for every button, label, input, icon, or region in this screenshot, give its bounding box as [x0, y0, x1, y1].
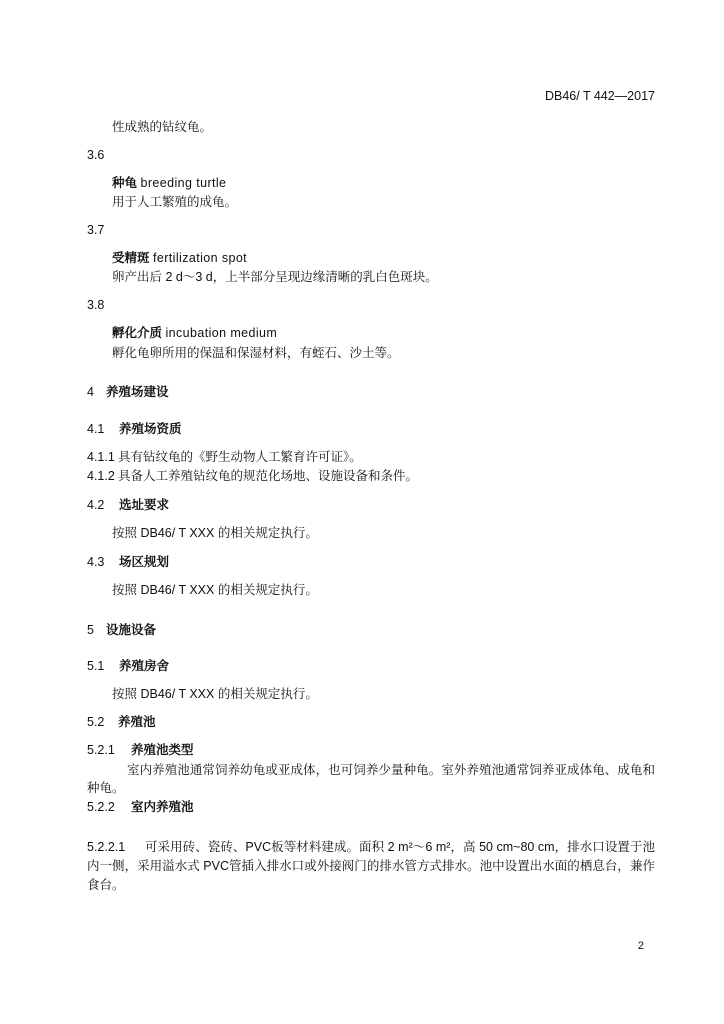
section-heading	[87, 553, 655, 571]
page-number: 2	[637, 940, 644, 952]
section-number: 4.1	[87, 422, 105, 436]
chapter-number: 5	[87, 623, 94, 637]
paragraph-line: 种龟。	[87, 781, 125, 795]
term-chinese: 孵化介质	[112, 326, 163, 340]
term-heading	[112, 324, 277, 342]
term-number: 3.7	[87, 223, 105, 237]
term-english: fertilization spot	[153, 251, 248, 265]
section-title: 场区规划	[119, 555, 170, 569]
section-text: 按照 DB46/ T XXX 的相关规定执行。	[112, 526, 318, 540]
chapter-heading	[87, 621, 655, 639]
paragraph-line: 室内养殖池通常饲养幼龟或亚成体，也可饲养少量种龟。室外养殖池通常饲养亚成体龟、成龟和	[127, 763, 655, 777]
section-title: 养殖房舍	[119, 659, 170, 673]
chapter-heading	[87, 383, 655, 401]
section-heading	[87, 496, 655, 514]
section-number: 5.2	[87, 715, 105, 729]
term-chinese: 受精斑	[112, 251, 150, 265]
chapter-title: 养殖场建设	[106, 385, 169, 399]
term-definition: 用于人工繁殖的成龟。	[112, 195, 238, 209]
chapter-number: 4	[87, 385, 94, 399]
term-english: incubation medium	[165, 326, 278, 340]
clause-text: 具有钻纹龟的《野生动物人工繁育许可证》。	[118, 450, 362, 464]
term-number: 3.6	[87, 148, 105, 162]
clause-item	[87, 448, 655, 466]
clause-item	[87, 467, 655, 485]
paragraph-line: 内一侧，采用溢水式 PVC管插入排水口或外接阀门的排水管方式排水。池中设置出水面的栖息台，兼作	[87, 859, 655, 873]
clause-number: 4.1.1	[87, 450, 115, 464]
section-title: 选址要求	[119, 498, 170, 512]
section-text: 按照 DB46/ T XXX 的相关规定执行。	[112, 687, 318, 701]
subsection-title: 养殖池类型	[131, 743, 194, 757]
section-heading	[87, 420, 655, 438]
paragraph-line: 食台。	[87, 878, 125, 892]
term-english: breeding turtle	[140, 176, 227, 190]
term-definition: 孵化龟卵所用的保温和保湿材料，有蛭石、沙土等。	[112, 346, 400, 360]
subsection-heading	[87, 741, 655, 759]
section-number: 5.1	[87, 659, 105, 673]
section-number: 4.3	[87, 555, 105, 569]
term-heading	[112, 174, 226, 192]
clause-text: 具备人工养殖钻纹龟的规范化场地、设施设备和条件。	[118, 469, 419, 483]
term-number: 3.8	[87, 298, 105, 312]
section-title: 养殖池	[118, 715, 156, 729]
section-text: 按照 DB46/ T XXX 的相关规定执行。	[112, 583, 318, 597]
definition-continuation: 性成熟的钻纹龟。	[112, 120, 213, 134]
clause-number: 4.1.2	[87, 469, 115, 483]
clause-number: 5.2.2.1	[87, 840, 126, 854]
section-heading	[87, 713, 655, 731]
subsection-heading	[87, 798, 655, 816]
document-code: DB46/ T 442—2017	[544, 89, 655, 103]
paragraph-line: 可采用砖、瓷砖、PVC板等材料建成。面积 2 m²～6 m²，高 50 cm~80 cm，排水口设置于池	[145, 840, 655, 854]
section-heading	[87, 657, 655, 675]
chapter-title: 设施设备	[106, 623, 157, 637]
term-heading	[112, 249, 247, 267]
subsection-title: 室内养殖池	[131, 800, 194, 814]
subsection-number: 5.2.1	[87, 743, 115, 757]
term-chinese: 种龟	[112, 176, 138, 190]
subsection-number: 5.2.2	[87, 800, 115, 814]
section-title: 养殖场资质	[119, 422, 182, 436]
section-number: 4.2	[87, 498, 105, 512]
term-definition: 卵产出后 2 d～3 d，上半部分呈现边缘清晰的乳白色斑块。	[112, 270, 438, 284]
